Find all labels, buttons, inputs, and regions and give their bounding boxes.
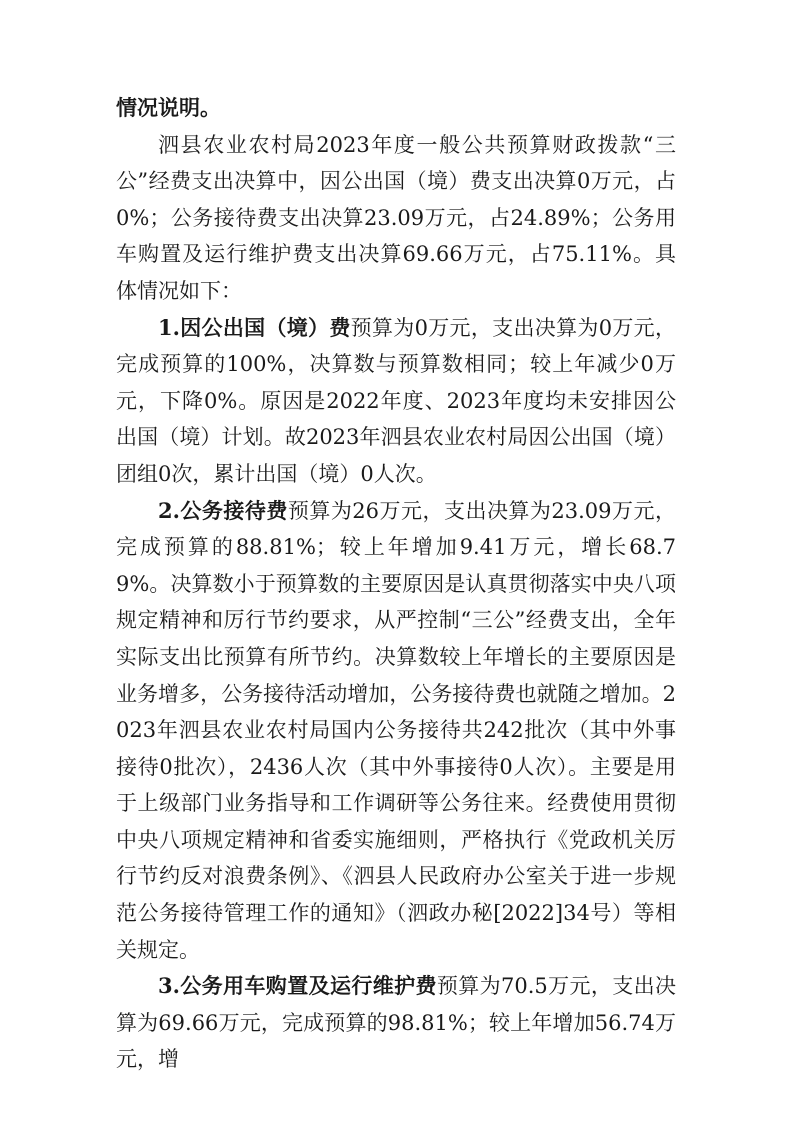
summary-paragraph: 泗县农业农村局2023年度一般公共预算财政拨款“三公”经费支出决算中，因公出国（境）费支出决算0万元，占0%；公务接待费支出决算23.09万元，占24.89%；公务用车购置及运行维护费支出决算69.66万元，占75.11%。具体情况如下： [116, 132, 676, 303]
item-title-outbound: 1.因公出国（境）费 [158, 314, 351, 340]
heading-tail: 情况说明。 [116, 95, 221, 120]
item-title-vehicle: 3.公务用车购置及运行维护费 [158, 973, 437, 999]
document-page [116, 90, 676, 1078]
item-text-reception: 预算为26万元，支出决算为23.09万元，完成预算的88.81%；较上年增加9.41万元，增长68.79%。决算数小于预算数的主要原因是认真贯彻落实中央八项规定精神和厉行节约要求，从严控制“三公”经费支出，全年实际支出比预算有所节约。决算数较上年增长的主要原因是业务增多，公务接待活动增加，公务接待费也就随之增加。2023年泗县农业农村局国内公务接待共242批次（其中外事接待0批次），2436人次（其中外事接待0人次）。主要是用于上级部门业务指导和工作调研等公务往来。经费使用贯彻中央八项规定精神和省委实施细则，严格执行《党政机关厉行节约反对浪费条例》、《泗县人民政府办公室关于进一步规范公务接待管理工作的通知》（泗政办秘[2022]34号）等相关规定。 [116, 498, 676, 962]
item-text-vehicle: 预算为70.5万元，支出决算为69.66万元，完成预算的98.81%；较上年增加56.74万元，增 [116, 974, 677, 1072]
item-paragraph-outbound [116, 310, 676, 493]
item-paragraph-reception [116, 493, 676, 969]
item-title-reception: 2.公务接待费 [158, 497, 288, 523]
item-paragraph-vehicle [116, 968, 676, 1078]
item-text-outbound: 预算为0万元，支出决算为0万元，完成预算的100%，决算数与预算数相同；较上年减少0万元，下降0%。原因是2022年度、2023年度均未安排因公出国（境）计划。故2023年泗县农业农村局因公出国（境）团组0次，累计出国（境）0人次。 [116, 315, 676, 486]
